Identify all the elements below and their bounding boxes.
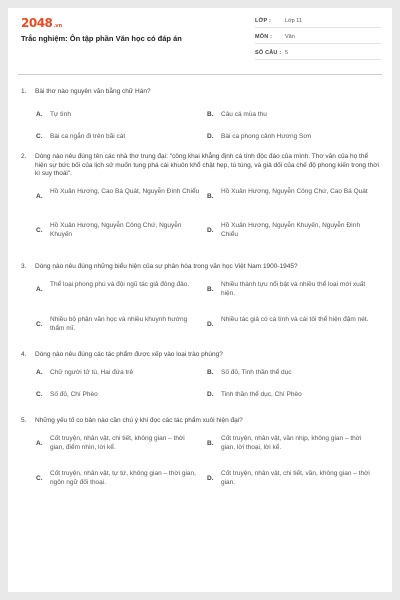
option-text: Hồ Xuân Hương, Nguyễn Khuyến, Nguyễn Đình Chiểu — [221, 222, 361, 238]
option-letter: B. — [207, 286, 214, 293]
option-letter: C. — [36, 133, 43, 140]
question-number: 2. — [21, 153, 27, 160]
option-text: Hồ Xuân Hương, Nguyễn Công Chứ, Cao Bá Quát — [221, 188, 368, 195]
option-letter: C. — [36, 227, 43, 234]
option-letter: A. — [36, 286, 43, 293]
meta-grade — [255, 16, 381, 28]
option-text: Nhiều tác giả có cá tính và cái tôi thể hiện đậm nét. — [221, 316, 369, 323]
option-text: Chữ người tử tù, Hai đứa trẻ — [50, 369, 134, 376]
meta-grade-value: Lớp 11 — [285, 18, 302, 24]
option-letter: C. — [36, 391, 43, 398]
question-number: 1. — [21, 88, 27, 95]
question-text: Dòng nào nêu đúng những biểu hiện của sự phân hóa trong văn học Việt Nam 1900-1945? — [35, 263, 298, 270]
option-text: Số đỏ, Tinh thần thể dục — [221, 369, 292, 376]
option-letter: D. — [207, 391, 214, 398]
question-text: Những yếu tố co bản nào cần chú ý khi đọc các tác phẩm xuôi hiện đại? — [35, 417, 243, 424]
question-1 — [21, 88, 383, 138]
meta-count-value: 5 — [285, 50, 289, 56]
option-letter: D. — [207, 133, 214, 140]
question-number: 4. — [21, 351, 27, 358]
option-letter: D. — [207, 321, 214, 328]
question-number: 3. — [21, 263, 27, 270]
option-letter: B. — [207, 111, 214, 118]
option-text: Nhiều bộ phận văn học và nhiều khuynh hướng thẩm mĩ. — [50, 316, 188, 332]
meta-subject-label: MÔN : — [255, 34, 273, 40]
option-text: Cốt truyện, nhân vật, chi tiết, vần, không gian – thời gian. — [221, 470, 370, 486]
option-text: Cốt truyện, nhân vật, vần nhịp, không gian – thời gian, lời thoại, lời kể. — [221, 435, 362, 451]
option-text: Tinh thần thể dục, Chí Phèo — [221, 391, 302, 398]
option-text: Thể loại phong phú và đội ngũ tác giả đông đảo. — [50, 281, 190, 288]
option-letter: A. — [36, 111, 43, 118]
option-letter: B. — [207, 193, 214, 200]
option-text: Hồ Xuân Hương, Nguyễn Công Chứ, Nguyễn Khuyến — [50, 222, 182, 238]
option-text: Số đỏ, Chí Phèo — [50, 391, 98, 398]
question-text: Dòng nào nêu đúng tên các nhà thơ trung đại: "công khai khẳng định cá tính độc đáo của mình. Thơ văn của họ thể hiện sự bức bối của lịch sử muốn tung phá cái khuôn khổ chật hẹp, tù túng, và giả dối của chế độ phong kiến trong thời kì suy thoái". — [35, 153, 379, 177]
question-number: 5. — [21, 417, 27, 424]
question-text: Bài thơ nào nguyên văn bằng chữ Hán? — [35, 88, 151, 95]
meta-count-label: SỐ CÂU : — [255, 50, 282, 56]
meta-subject-value: Văn — [285, 34, 295, 40]
option-text: Hồ Xuân Hương, Cao Bá Quát, Nguyễn Đình Chiểu — [50, 188, 200, 195]
question-text: Dòng nào nêu đúng các tác phẩm được xếp vào loại trào phúng? — [35, 351, 223, 358]
option-letter: D. — [207, 475, 214, 482]
worksheet-title: Trắc nghiệm: Ôn tập phần Văn học có đáp án — [21, 34, 182, 43]
option-letter: A. — [36, 193, 43, 200]
question-2 — [21, 153, 383, 248]
option-letter: C. — [36, 475, 43, 482]
option-text: Bài ca ngắn đi trên bãi cát — [50, 133, 126, 140]
option-letter: C. — [36, 321, 43, 328]
question-5 — [21, 417, 383, 507]
option-text: Nhiều thành tựu nổi bật và nhiều thể loại mới xuất hiện. — [221, 281, 366, 297]
option-text: Tự tình — [50, 111, 71, 118]
option-letter: B. — [207, 440, 214, 447]
option-letter: D. — [207, 227, 214, 234]
option-letter: A. — [36, 440, 43, 447]
meta-subject — [255, 32, 381, 44]
option-text: Bài ca phong cảnh Hương Sơn — [221, 133, 312, 140]
question-4 — [21, 351, 383, 403]
option-letter: A. — [36, 369, 43, 376]
option-text: Cốt truyện, nhân vật, chi tiết, không gian – thời gian, điểm nhìn, lời kể. — [50, 435, 185, 451]
option-text: Câu cá mùa thu — [221, 111, 267, 118]
meta-grade-label: LỚP : — [255, 18, 271, 24]
worksheet-header — [8, 8, 392, 68]
worksheet-page — [8, 8, 392, 592]
site-logo[interactable]: 2048.vn — [21, 16, 63, 30]
meta-count — [255, 48, 381, 60]
option-text: Cốt truyện, nhân vật, tự tứ, không gian – thời gian, ngôn ngữ đối thoại. — [50, 470, 196, 486]
header-divider — [18, 74, 382, 75]
question-3 — [21, 263, 383, 343]
option-letter: B. — [207, 369, 214, 376]
